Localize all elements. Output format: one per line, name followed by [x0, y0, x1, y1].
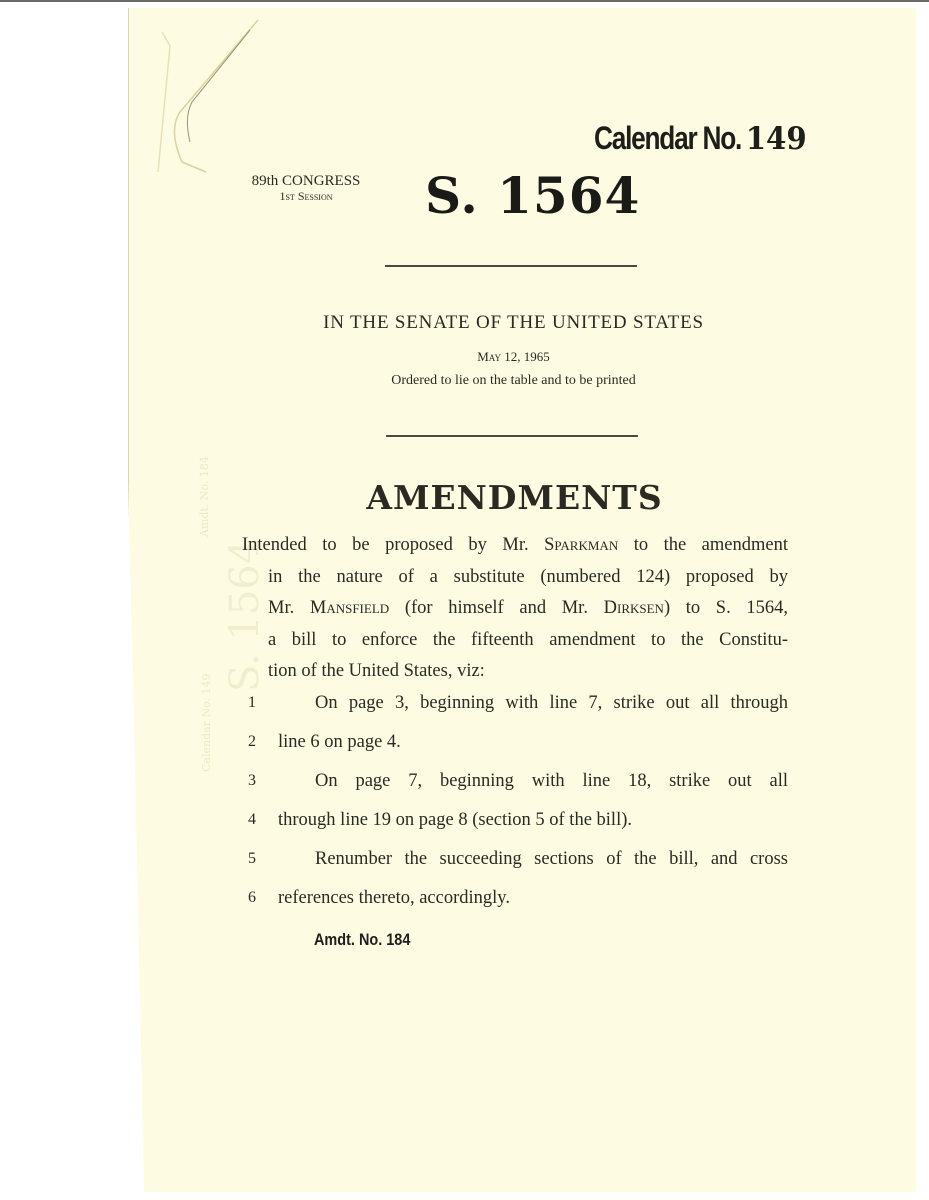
line-text: line 6 on page 4.	[278, 732, 401, 752]
divider-rule	[385, 265, 637, 267]
order-note: Ordered to lie on the table and to be printed	[391, 373, 636, 388]
bleed-through-text: S. 1564	[222, 538, 268, 692]
numbered-line	[248, 807, 788, 846]
line-text: On page 3, beginning with line 7, strike out all through	[315, 693, 788, 713]
proposer-name: Mansfield	[309, 598, 390, 618]
numbered-line	[248, 846, 788, 885]
line-number: 4	[248, 811, 256, 828]
intro-text: ) to S. 1564,	[663, 598, 789, 618]
numbered-line	[248, 885, 788, 924]
bill-number: S. 1564	[425, 166, 641, 225]
line-text: On page 7, beginning with line 18, strike out all	[315, 771, 788, 791]
calendar-value: 149	[746, 121, 808, 157]
line-number: 5	[248, 850, 256, 867]
intro-text: Intended to be proposed by Mr.	[242, 535, 545, 555]
line-number: 6	[248, 889, 256, 906]
bleed-through-text: Amdt. No. 184	[198, 456, 211, 537]
intro-paragraph	[242, 530, 788, 688]
calendar-number	[594, 120, 808, 157]
intro-line: a bill to enforce the fifteenth amendment to the Constitu-	[268, 629, 788, 650]
line-number: 1	[248, 694, 256, 711]
cosponsor-name: Dirksen	[603, 598, 664, 618]
sponsor-name: Sparkman	[544, 535, 619, 555]
line-number: 3	[248, 772, 256, 789]
line-text: references thereto, accordingly.	[278, 888, 510, 908]
calendar-label: Calendar No.	[594, 120, 742, 156]
intro-text: Mr.	[268, 598, 310, 618]
line-text: through line 19 on page 8 (section 5 of the bill).	[278, 810, 632, 830]
divider-rule	[386, 435, 638, 437]
congress-label: 89th CONGRESS	[251, 173, 361, 189]
chamber-heading: IN THE SENATE OF THE UNITED STATES	[323, 312, 704, 333]
date-line: May 12, 1965	[477, 349, 550, 364]
intro-line: tion of the United States, viz:	[268, 661, 485, 681]
intro-line	[242, 530, 788, 562]
intro-text: (for himself and Mr.	[389, 598, 604, 618]
line-number: 2	[248, 733, 256, 750]
numbered-lines	[248, 690, 788, 924]
intro-line: in the nature of a substitute (numbered 124) proposed by	[268, 566, 788, 587]
numbered-line	[248, 768, 788, 807]
congress-session	[236, 174, 376, 204]
numbered-line	[248, 690, 788, 729]
line-text: Renumber the succeeding sections of the bill, and cross	[315, 849, 788, 869]
intro-text: to the amendment	[618, 535, 788, 555]
bleed-through-text: Calendar No. 149	[200, 673, 213, 772]
document-title: AMENDMENTS	[366, 478, 663, 517]
numbered-line	[248, 729, 788, 768]
amendment-number: Amdt. No. 184	[314, 930, 411, 949]
session-label: 1st Session	[279, 189, 333, 203]
intro-line	[242, 593, 788, 625]
